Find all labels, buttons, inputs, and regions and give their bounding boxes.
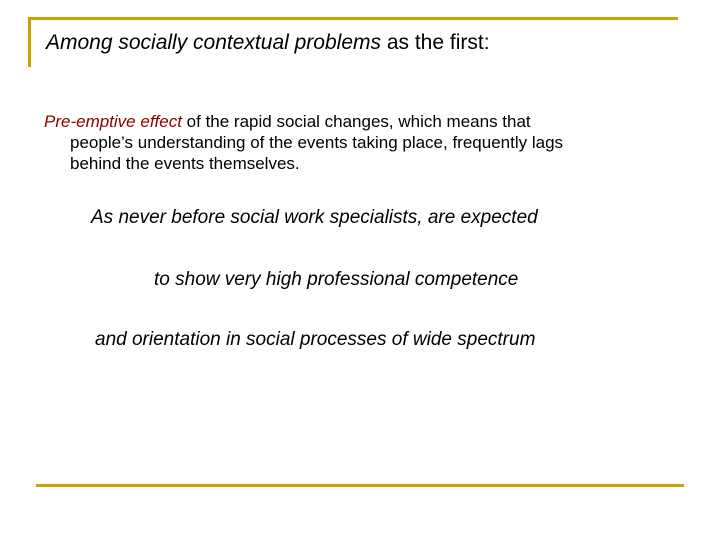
title-left-rule: [28, 17, 31, 67]
paragraph-line-2: people’s understanding of the events taking place, frequently lags: [70, 133, 564, 152]
paragraph-term: Pre-emptive effect: [44, 112, 182, 131]
bottom-rule: [36, 484, 684, 487]
statement-line-3: and orientation in social processes of wide spectrum: [95, 329, 536, 350]
pre-emptive-paragraph: [44, 111, 684, 174]
paragraph-line-1: [44, 111, 684, 132]
statement-line-1: As never before social work specialists, are expected: [91, 207, 538, 228]
slide-title-plain: as the first:: [381, 31, 490, 54]
slide-title-italic: Among socially contextual problems: [46, 31, 381, 54]
paragraph-line-1-text: of the rapid social changes, which means that: [181, 112, 531, 131]
paragraph-line-3: behind the events themselves.: [70, 154, 300, 173]
title-top-rule: [30, 17, 678, 20]
statement-line-2: to show very high professional competence: [154, 269, 519, 290]
slide-title: [46, 29, 490, 57]
